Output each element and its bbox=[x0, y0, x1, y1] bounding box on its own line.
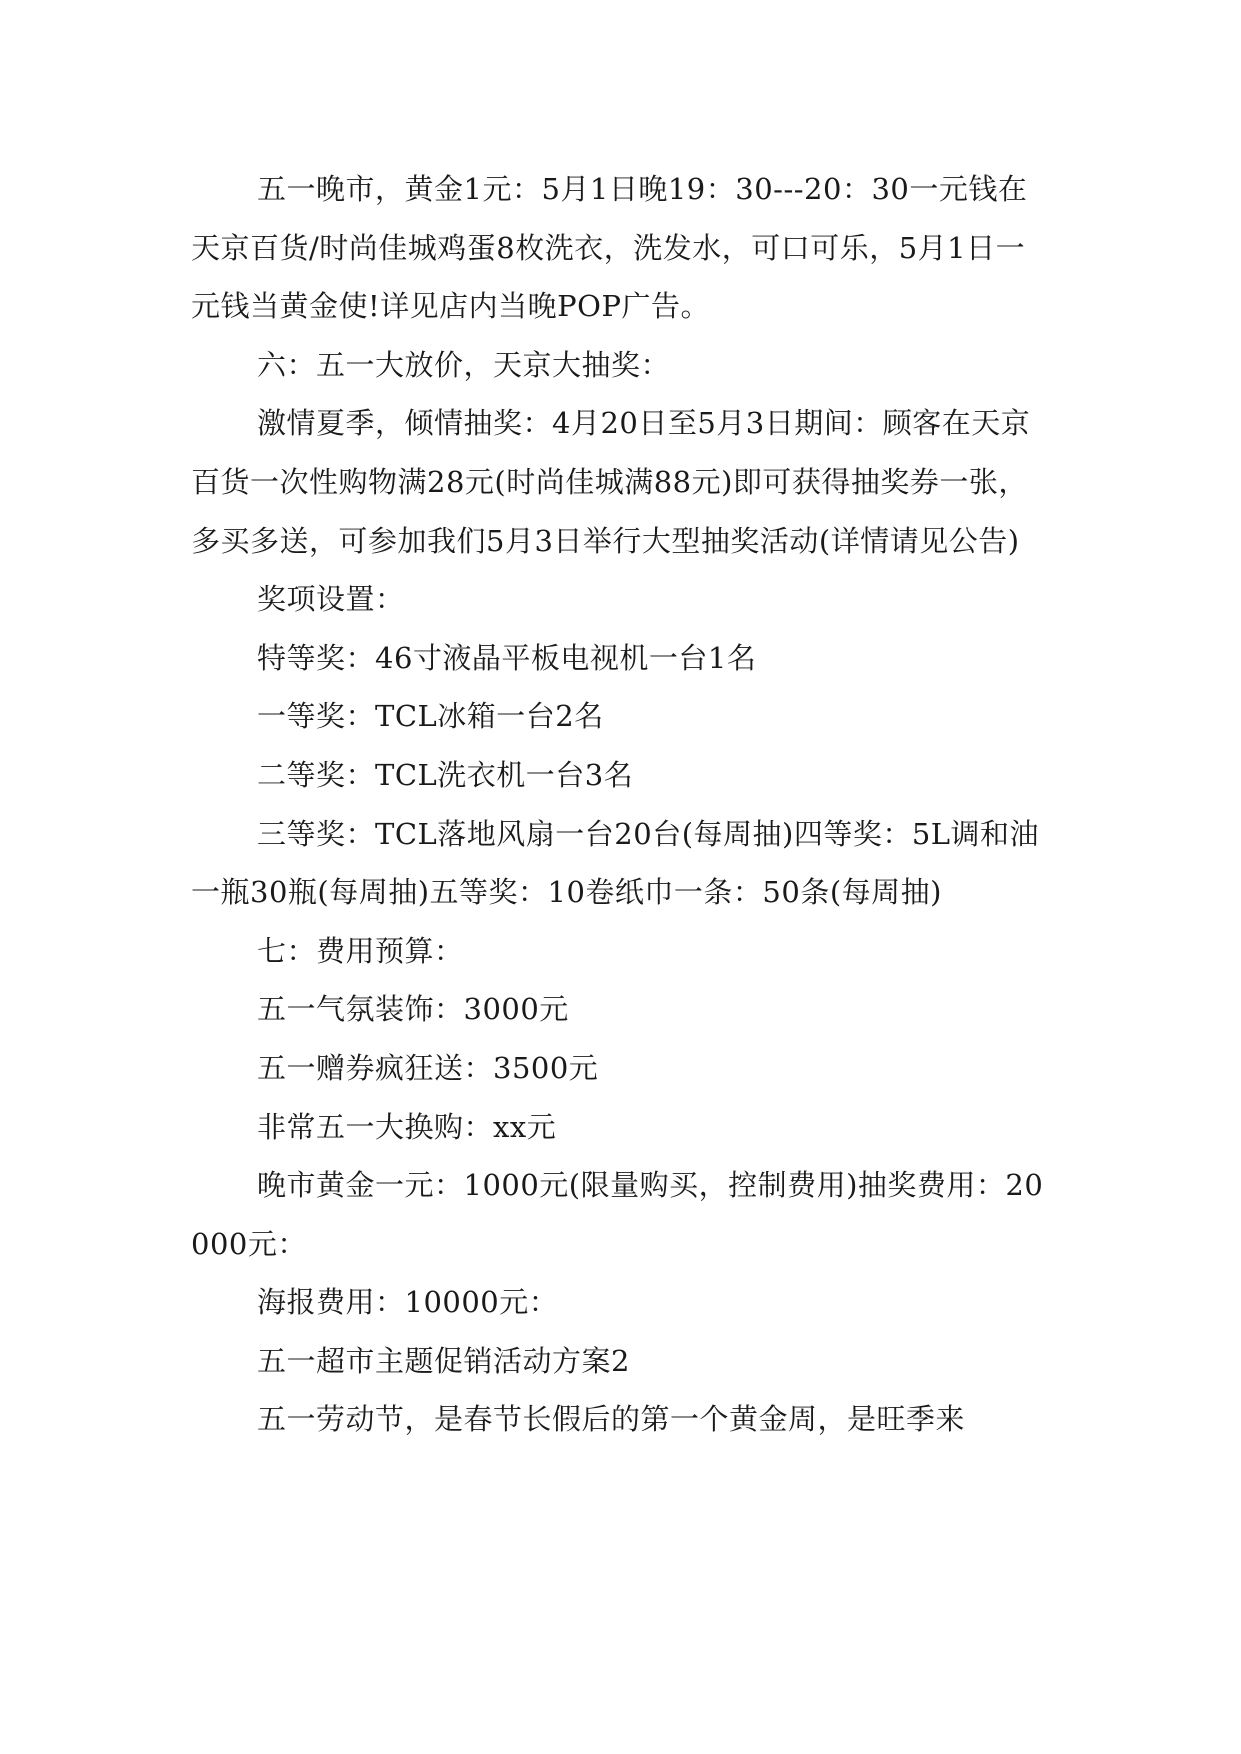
budget-decoration: 五一气氛装饰：3000元 bbox=[257, 992, 569, 1027]
budget-posters: 海报费用：10000元： bbox=[257, 1285, 559, 1320]
section-heading-lottery: 六：五一大放价，天京大抽奖： bbox=[257, 347, 671, 382]
paragraph-evening-market: 五一晚市，黄金1元：5月1日晚19：30---20：30一元钱在天京百货/时尚佳城鸡蛋8枚洗衣，洗发水，可口可乐，5月1日一元钱当黄金使!详见店内当晚POP广告。 bbox=[191, 172, 1028, 324]
prize-settings-heading: 奖项设置： bbox=[257, 582, 405, 617]
budget-exchange: 非常五一大换购：xx元 bbox=[257, 1109, 557, 1144]
prize-third-to-fifth: 三等奖：TCL落地风扇一台20台(每周抽)四等奖：5L调和油一瓶30瓶(每周抽)五等奖：10卷纸巾一条：50条(每周抽) bbox=[191, 816, 1040, 910]
prize-first: 一等奖：TCL冰箱一台2名 bbox=[257, 699, 604, 734]
section-heading-budget: 七：费用预算： bbox=[257, 933, 464, 968]
plan-2-title: 五一超市主题促销活动方案2 bbox=[257, 1343, 630, 1378]
paragraph-lottery-details: 激情夏季，倾情抽奖：4月20日至5月3日期间：顾客在天京百货一次性购物满28元(时尚佳城满88元)即可获得抽奖券一张，多买多送，可参加我们5月3日举行大型抽奖活动(详情请见公告) bbox=[191, 406, 1031, 558]
budget-evening-gold-and-lottery: 晚市黄金一元：1000元(限量购买，控制费用)抽奖费用：20000元： bbox=[191, 1168, 1044, 1261]
document-body bbox=[191, 160, 1051, 1449]
prize-special: 特等奖：46寸液晶平板电视机一台1名 bbox=[257, 640, 757, 675]
plan-2-intro: 五一劳动节，是春节长假后的第一个黄金周，是旺季来 bbox=[257, 1402, 966, 1437]
prize-second: 二等奖：TCL洗衣机一台3名 bbox=[257, 757, 634, 792]
budget-coupons: 五一赠券疯狂送：3500元 bbox=[257, 1050, 599, 1085]
